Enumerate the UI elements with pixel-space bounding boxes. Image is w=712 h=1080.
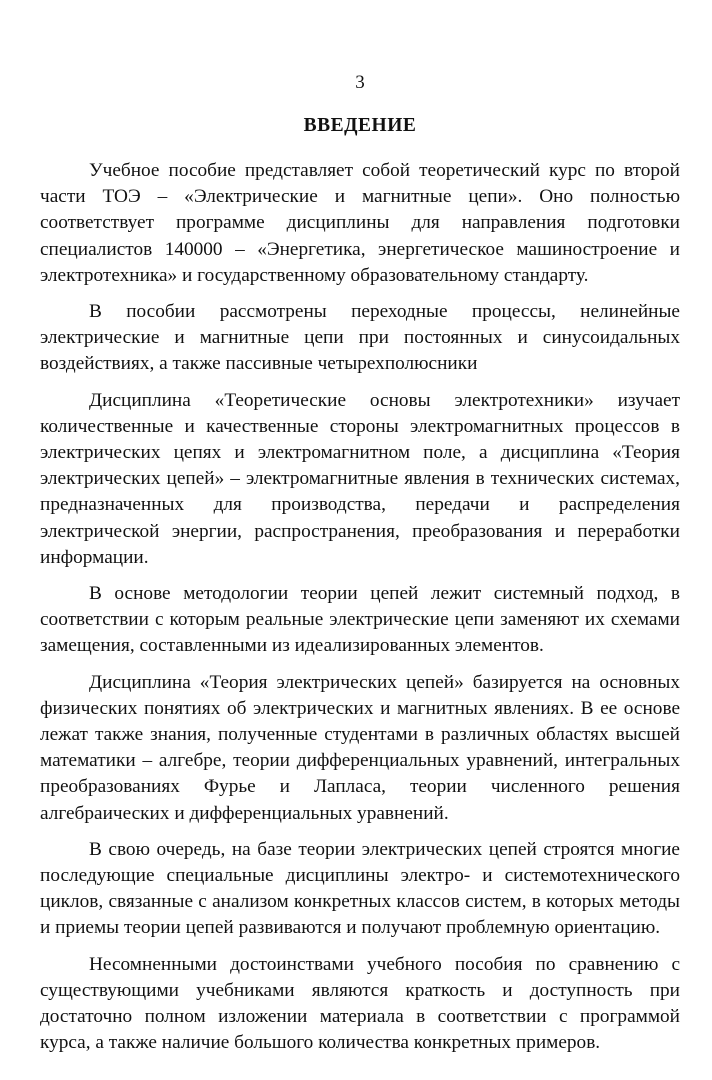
document-page bbox=[40, 0, 680, 1080]
paragraph: Несомненными достоинствами учебного пособия по сравнению с существующими учебниками являются краткость и доступность при достаточно полном изложении материала в соответствии с программой курса, а также наличие большого количества конкретных примеров. bbox=[40, 953, 680, 1054]
paragraph: В основе методологии теории цепей лежит системный подход, в соответствии с которым реальные электрические цепи заменяют их схемами замещения, составленными из идеализированных элементов. bbox=[40, 583, 680, 657]
section-title: ВВЕДЕНИЕ bbox=[303, 115, 417, 136]
paragraph: В свою очередь, на базе теории электрических цепей строятся многие последующие специальные дисциплины электро- и системотехнического циклов, связанные с анализом конкретных классов систем, в которых методы и приемы теории цепей развиваются и получают проблемную ориентацию. bbox=[40, 838, 680, 939]
paragraph: Дисциплина «Теоретические основы электротехники» изучает количественные и качественные стороны электромагнитных процессов в электрических цепях и электромагнитном поле, а дисциплина «Теория электрических цепей» – электромагнитные явления в технических системах, предназначенных для производства, передачи и распределения электрической энергии, распространения, преобразования и переработки информации. bbox=[40, 389, 680, 568]
page-number: 3 bbox=[355, 72, 365, 93]
document-body bbox=[40, 158, 680, 1067]
paragraph: Дисциплина «Теория электрических цепей» базируется на основных физических понятиях об электрических и магнитных явлениях. В ее основе лежат также знания, полученные студентами в различных областях высшей математики – алгебре, теории дифференциальных уравнений, интегральных преобразованиях Фурье и Лапласа, теории численного решения алгебраических и дифференциальных уравнений. bbox=[40, 671, 680, 824]
paragraph: В пособии рассмотрены переходные процессы, нелинейные электрические и магнитные цепи при постоянных и синусоидальных воздействиях, а также пассивные четырехполюсники bbox=[40, 301, 680, 375]
paragraph: Учебное пособие представляет собой теоретический курс по второй части ТОЭ – «Электрические и магнитные цепи». Оно полностью соответствует программе дисциплины для направления подготовки специалистов 140000 – «Энергетика, энергетическое машиностроение и электротехника» и государственному образовательному стандарту. bbox=[40, 160, 680, 286]
